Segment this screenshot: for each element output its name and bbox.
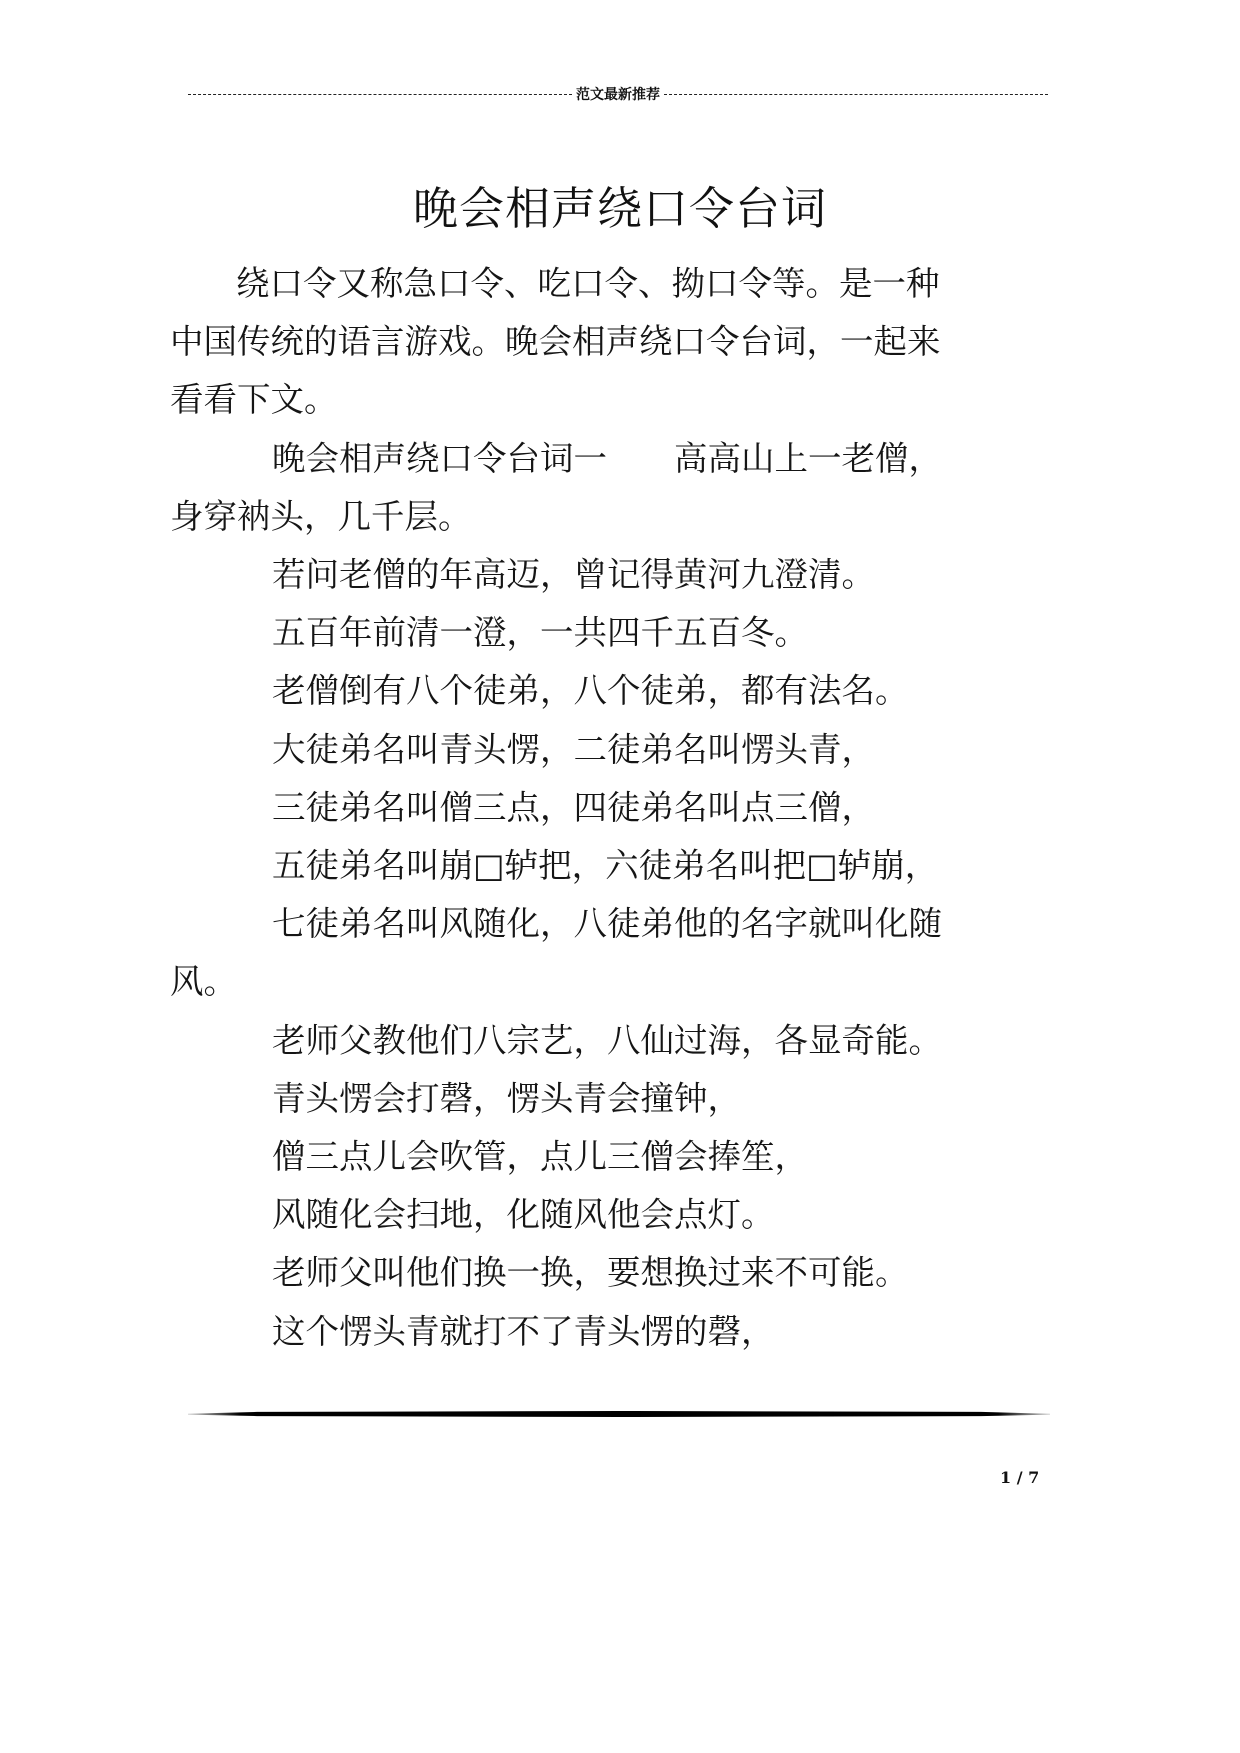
body-line: 五百年前清一澄，一共四千五百冬。	[272, 613, 808, 652]
body-line: 中国传统的语言游戏。晚会相声绕口令台词，一起来	[170, 322, 941, 361]
body-line: 若问老僧的年高迈，曾记得黄河九澄清。	[272, 555, 875, 594]
header-dash-right	[664, 94, 1048, 95]
body-line: 晚会相声绕口令台词一 高高山上一老僧，	[272, 439, 942, 478]
document-title: 晚会相声绕口令台词	[412, 182, 827, 235]
header-dash-left	[188, 94, 572, 95]
body-line: 大徒弟名叫青头愣，二徒弟名叫愣头青，	[272, 730, 875, 769]
body-line: 七徒弟名叫风随化，八徒弟他的名字就叫化随	[272, 904, 942, 943]
body-line: 青头愣会打磬，愣头青会撞钟，	[272, 1079, 741, 1118]
body-line: 身穿衲头，几千层。	[170, 497, 472, 536]
body-line: 僧三点儿会吹管，点儿三僧会捧笙，	[272, 1137, 808, 1176]
body-line: 五徒弟名叫崩□轳把，六徒弟名叫把□轳崩，	[272, 846, 939, 885]
body-line: 老师父教他们八宗艺，八仙过海，各显奇能。	[272, 1021, 942, 1060]
body-line: 风。	[170, 962, 237, 1001]
body-line: 风随化会扫地，化随风他会点灯。	[272, 1195, 775, 1234]
header-label: 范文最新推荐	[576, 87, 660, 103]
body-line: 这个愣头青就打不了青头愣的磬，	[272, 1312, 775, 1351]
body-line: 三徒弟名叫僧三点，四徒弟名叫点三僧，	[272, 788, 875, 827]
body-line: 绕口令又称急口令、吃口令、拗口令等。是一种	[236, 264, 940, 303]
body-line: 老僧倒有八个徒弟，八个徒弟，都有法名。	[272, 671, 909, 710]
header-rule	[188, 84, 1048, 104]
footer-rule	[188, 1411, 1050, 1417]
body-line: 老师父叫他们换一换，要想换过来不可能。	[272, 1253, 909, 1292]
page-number: 1 / 7	[1000, 1468, 1040, 1487]
body-line: 看看下文。	[170, 380, 338, 419]
